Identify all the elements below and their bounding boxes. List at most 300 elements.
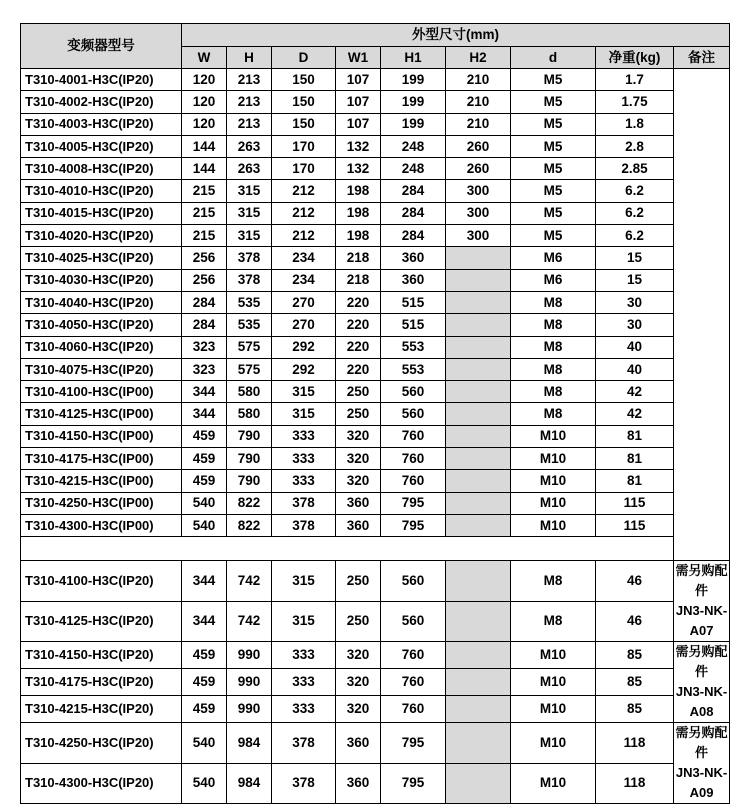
cell-h: 213 — [227, 113, 272, 135]
cell-h1: 760 — [381, 425, 446, 447]
cell-model: T310-4002-H3C(IP20) — [21, 91, 182, 113]
cell-w1: 360 — [336, 763, 381, 804]
table-row — [21, 470, 730, 492]
cell-h: 742 — [227, 601, 272, 642]
cell-h1: 560 — [381, 561, 446, 602]
cell-w: 344 — [182, 601, 227, 642]
cell-w1: 250 — [336, 403, 381, 425]
cell-h1: 199 — [381, 91, 446, 113]
cell-h1: 760 — [381, 470, 446, 492]
cell-weight: 6.2 — [596, 202, 674, 224]
cell-h: 315 — [227, 202, 272, 224]
table-row — [21, 514, 730, 536]
cell-h1: 248 — [381, 158, 446, 180]
cell-w: 459 — [182, 470, 227, 492]
cell-h2 — [446, 336, 511, 358]
cell-d-screw: M8 — [511, 336, 596, 358]
cell-h1: 560 — [381, 601, 446, 642]
cell-weight: 42 — [596, 381, 674, 403]
cell-d-depth: 315 — [272, 561, 336, 602]
note-line2: JN3-NK-A09 — [675, 765, 728, 801]
table-row — [21, 381, 730, 403]
cell-weight: 115 — [596, 514, 674, 536]
cell-model: T310-4150-H3C(IP20) — [21, 642, 182, 669]
cell-model: T310-4150-H3C(IP00) — [21, 425, 182, 447]
cell-weight: 30 — [596, 314, 674, 336]
cell-h: 990 — [227, 696, 272, 723]
cell-w1: 198 — [336, 225, 381, 247]
cell-weight: 2.8 — [596, 135, 674, 157]
cell-h: 378 — [227, 247, 272, 269]
table-row — [21, 336, 730, 358]
cell-h: 742 — [227, 561, 272, 602]
cell-w1: 320 — [336, 448, 381, 470]
cell-d-depth: 212 — [272, 202, 336, 224]
cell-d-depth: 315 — [272, 601, 336, 642]
cell-h1: 760 — [381, 448, 446, 470]
cell-d-depth: 378 — [272, 763, 336, 804]
cell-d-screw: M8 — [511, 291, 596, 313]
note-line1: 需另购配件 — [675, 563, 728, 599]
note-line1: 需另购配件 — [675, 725, 728, 761]
cell-h: 575 — [227, 336, 272, 358]
cell-weight: 40 — [596, 336, 674, 358]
cell-w1: 320 — [336, 470, 381, 492]
cell-h1: 795 — [381, 763, 446, 804]
cell-w1: 360 — [336, 723, 381, 764]
cell-w1: 320 — [336, 696, 381, 723]
cell-h1: 560 — [381, 381, 446, 403]
table-row — [21, 202, 730, 224]
cell-model: T310-4075-H3C(IP20) — [21, 358, 182, 380]
cell-w: 284 — [182, 314, 227, 336]
cell-d-screw: M5 — [511, 158, 596, 180]
cell-weight: 1.75 — [596, 91, 674, 113]
cell-w: 459 — [182, 642, 227, 669]
table-row — [21, 113, 730, 135]
cell-h2: 260 — [446, 158, 511, 180]
cell-h: 580 — [227, 403, 272, 425]
table-row — [21, 91, 730, 113]
cell-weight: 118 — [596, 723, 674, 764]
cell-d-depth: 170 — [272, 158, 336, 180]
header-dimensions: 外型尺寸(mm) — [182, 24, 730, 47]
cell-model: T310-4015-H3C(IP20) — [21, 202, 182, 224]
cell-h: 315 — [227, 180, 272, 202]
table-row — [21, 314, 730, 336]
cell-w: 215 — [182, 225, 227, 247]
cell-h: 990 — [227, 642, 272, 669]
cell-h: 580 — [227, 381, 272, 403]
cell-model: T310-4175-H3C(IP20) — [21, 669, 182, 696]
cell-w1: 198 — [336, 202, 381, 224]
cell-d-screw: M10 — [511, 669, 596, 696]
cell-h2 — [446, 448, 511, 470]
cell-h: 263 — [227, 158, 272, 180]
header-col-w1: W1 — [336, 47, 381, 69]
cell-h: 535 — [227, 314, 272, 336]
cell-d-depth: 333 — [272, 425, 336, 447]
table-row — [21, 696, 730, 723]
cell-h1: 760 — [381, 669, 446, 696]
cell-d-screw: M5 — [511, 225, 596, 247]
cell-weight: 85 — [596, 669, 674, 696]
cell-w1: 320 — [336, 642, 381, 669]
cell-w1: 107 — [336, 91, 381, 113]
header-col-h1: H1 — [381, 47, 446, 69]
separator-cell — [21, 537, 674, 561]
cell-d-screw: M5 — [511, 113, 596, 135]
cell-h1: 795 — [381, 492, 446, 514]
cell-d-depth: 292 — [272, 358, 336, 380]
table-row — [21, 642, 730, 669]
cell-w1: 320 — [336, 425, 381, 447]
cell-d-depth: 150 — [272, 69, 336, 91]
cell-d-screw: M10 — [511, 723, 596, 764]
cell-w1: 220 — [336, 291, 381, 313]
cell-h2 — [446, 247, 511, 269]
cell-weight: 115 — [596, 492, 674, 514]
table-row — [21, 358, 730, 380]
cell-w1: 218 — [336, 247, 381, 269]
cell-h2 — [446, 425, 511, 447]
cell-w1: 360 — [336, 514, 381, 536]
cell-w1: 218 — [336, 269, 381, 291]
note-line2: JN3-NK-A08 — [675, 684, 728, 720]
cell-d-depth: 378 — [272, 723, 336, 764]
header-col-h: H — [227, 47, 272, 69]
cell-h1: 284 — [381, 225, 446, 247]
cell-h: 213 — [227, 69, 272, 91]
cell-h: 315 — [227, 225, 272, 247]
cell-w1: 132 — [336, 158, 381, 180]
cell-h: 575 — [227, 358, 272, 380]
cell-d-screw: M5 — [511, 91, 596, 113]
cell-model: T310-4060-H3C(IP20) — [21, 336, 182, 358]
cell-notes-empty — [674, 69, 730, 561]
cell-w1: 320 — [336, 669, 381, 696]
cell-model: T310-4125-H3C(IP00) — [21, 403, 182, 425]
cell-d-screw: M10 — [511, 696, 596, 723]
cell-w: 540 — [182, 514, 227, 536]
cell-model: T310-4300-H3C(IP20) — [21, 763, 182, 804]
cell-h1: 553 — [381, 336, 446, 358]
cell-d-depth: 212 — [272, 225, 336, 247]
cell-d-depth: 212 — [272, 180, 336, 202]
cell-h1: 360 — [381, 269, 446, 291]
cell-d-screw: M6 — [511, 247, 596, 269]
cell-d-screw: M5 — [511, 135, 596, 157]
table-row — [21, 135, 730, 157]
cell-weight: 40 — [596, 358, 674, 380]
cell-h1: 515 — [381, 291, 446, 313]
cell-h1: 199 — [381, 69, 446, 91]
cell-model: T310-4050-H3C(IP20) — [21, 314, 182, 336]
cell-weight: 6.2 — [596, 225, 674, 247]
cell-w: 323 — [182, 336, 227, 358]
cell-h1: 199 — [381, 113, 446, 135]
cell-h: 790 — [227, 448, 272, 470]
table-row — [21, 158, 730, 180]
cell-d-screw: M10 — [511, 642, 596, 669]
cell-h1: 795 — [381, 723, 446, 764]
cell-h2 — [446, 314, 511, 336]
cell-d-screw: M10 — [511, 763, 596, 804]
cell-h1: 248 — [381, 135, 446, 157]
note-line1: 需另购配件 — [675, 644, 728, 680]
cell-h: 790 — [227, 425, 272, 447]
cell-h2 — [446, 642, 511, 669]
cell-d-depth: 315 — [272, 403, 336, 425]
table-row — [21, 492, 730, 514]
cell-d-depth: 333 — [272, 669, 336, 696]
cell-d-screw: M6 — [511, 269, 596, 291]
cell-d-screw: M8 — [511, 601, 596, 642]
table-row — [21, 448, 730, 470]
cell-h: 790 — [227, 470, 272, 492]
cell-weight: 2.85 — [596, 158, 674, 180]
cell-w: 540 — [182, 723, 227, 764]
cell-d-screw: M8 — [511, 403, 596, 425]
cell-h2 — [446, 381, 511, 403]
cell-weight: 1.8 — [596, 113, 674, 135]
cell-w: 459 — [182, 669, 227, 696]
cell-d-screw: M10 — [511, 514, 596, 536]
cell-weight: 81 — [596, 425, 674, 447]
header-model: 变频器型号 — [21, 24, 182, 69]
cell-w: 323 — [182, 358, 227, 380]
cell-w: 284 — [182, 291, 227, 313]
cell-weight: 1.7 — [596, 69, 674, 91]
cell-w1: 360 — [336, 492, 381, 514]
cell-model: T310-4300-H3C(IP00) — [21, 514, 182, 536]
cell-h1: 760 — [381, 696, 446, 723]
cell-w: 256 — [182, 247, 227, 269]
cell-d-screw: M10 — [511, 470, 596, 492]
cell-w1: 107 — [336, 69, 381, 91]
cell-h2 — [446, 723, 511, 764]
table-row — [21, 225, 730, 247]
cell-note — [674, 561, 730, 642]
table-row — [21, 425, 730, 447]
header-col-h2: H2 — [446, 47, 511, 69]
cell-w: 459 — [182, 448, 227, 470]
table-row — [21, 669, 730, 696]
cell-w: 120 — [182, 91, 227, 113]
cell-w1: 220 — [336, 358, 381, 380]
cell-note — [674, 723, 730, 804]
cell-model: T310-4005-H3C(IP20) — [21, 135, 182, 157]
cell-h: 263 — [227, 135, 272, 157]
cell-d-depth: 270 — [272, 314, 336, 336]
cell-h2 — [446, 470, 511, 492]
cell-model: T310-4250-H3C(IP20) — [21, 723, 182, 764]
cell-model: T310-4125-H3C(IP20) — [21, 601, 182, 642]
cell-h2 — [446, 696, 511, 723]
cell-model: T310-4025-H3C(IP20) — [21, 247, 182, 269]
cell-d-depth: 378 — [272, 492, 336, 514]
cell-h2: 210 — [446, 91, 511, 113]
cell-weight: 30 — [596, 291, 674, 313]
cell-w1: 250 — [336, 381, 381, 403]
cell-model: T310-4215-H3C(IP00) — [21, 470, 182, 492]
cell-d-depth: 234 — [272, 247, 336, 269]
table-row — [21, 561, 730, 602]
cell-d-depth: 170 — [272, 135, 336, 157]
cell-d-screw: M5 — [511, 202, 596, 224]
cell-weight: 81 — [596, 448, 674, 470]
cell-h2 — [446, 291, 511, 313]
cell-w: 344 — [182, 403, 227, 425]
header-col-notes: 备注 — [674, 47, 730, 69]
cell-weight: 81 — [596, 470, 674, 492]
cell-w: 215 — [182, 180, 227, 202]
cell-w: 120 — [182, 69, 227, 91]
cell-d-screw: M10 — [511, 492, 596, 514]
cell-model: T310-4100-H3C(IP00) — [21, 381, 182, 403]
cell-weight: 85 — [596, 642, 674, 669]
cell-w1: 198 — [336, 180, 381, 202]
cell-h2 — [446, 358, 511, 380]
cell-weight: 85 — [596, 696, 674, 723]
note-line2: JN3-NK-A07 — [675, 603, 728, 639]
cell-d-screw: M10 — [511, 448, 596, 470]
cell-h2 — [446, 492, 511, 514]
separator-row — [21, 537, 730, 561]
cell-w1: 220 — [336, 336, 381, 358]
cell-d-depth: 333 — [272, 470, 336, 492]
cell-h1: 284 — [381, 202, 446, 224]
cell-w: 459 — [182, 425, 227, 447]
cell-w: 144 — [182, 135, 227, 157]
cell-d-depth: 150 — [272, 91, 336, 113]
table-row — [21, 601, 730, 642]
table-row — [21, 291, 730, 313]
dimension-table — [20, 23, 730, 804]
cell-weight: 42 — [596, 403, 674, 425]
cell-model: T310-4030-H3C(IP20) — [21, 269, 182, 291]
cell-w1: 132 — [336, 135, 381, 157]
cell-h2 — [446, 601, 511, 642]
cell-h: 984 — [227, 723, 272, 764]
header-col-weight: 净重(kg) — [596, 47, 674, 69]
cell-d-depth: 378 — [272, 514, 336, 536]
header-col-d-depth: D — [272, 47, 336, 69]
cell-w: 120 — [182, 113, 227, 135]
cell-model: T310-4008-H3C(IP20) — [21, 158, 182, 180]
cell-d-screw: M5 — [511, 180, 596, 202]
table-row — [21, 247, 730, 269]
cell-h1: 795 — [381, 514, 446, 536]
cell-d-screw: M8 — [511, 358, 596, 380]
cell-model: T310-4001-H3C(IP20) — [21, 69, 182, 91]
cell-d-depth: 150 — [272, 113, 336, 135]
cell-note — [674, 642, 730, 723]
table-row — [21, 69, 730, 91]
table-row — [21, 269, 730, 291]
cell-weight: 15 — [596, 247, 674, 269]
header-col-d-screw: d — [511, 47, 596, 69]
cell-d-depth: 270 — [272, 291, 336, 313]
table-row — [21, 763, 730, 804]
cell-w: 540 — [182, 492, 227, 514]
cell-d-depth: 333 — [272, 696, 336, 723]
header-col-w: W — [182, 47, 227, 69]
cell-weight: 118 — [596, 763, 674, 804]
cell-h2: 300 — [446, 180, 511, 202]
cell-h2 — [446, 403, 511, 425]
cell-model: T310-4020-H3C(IP20) — [21, 225, 182, 247]
cell-w: 344 — [182, 561, 227, 602]
cell-d-screw: M8 — [511, 314, 596, 336]
cell-d-depth: 333 — [272, 642, 336, 669]
cell-h2: 260 — [446, 135, 511, 157]
cell-d-screw: M8 — [511, 381, 596, 403]
cell-model: T310-4003-H3C(IP20) — [21, 113, 182, 135]
cell-h2 — [446, 669, 511, 696]
cell-w1: 107 — [336, 113, 381, 135]
cell-h2: 210 — [446, 113, 511, 135]
cell-d-depth: 315 — [272, 381, 336, 403]
cell-h: 822 — [227, 514, 272, 536]
cell-d-depth: 333 — [272, 448, 336, 470]
cell-h1: 284 — [381, 180, 446, 202]
cell-weight: 6.2 — [596, 180, 674, 202]
cell-model: T310-4010-H3C(IP20) — [21, 180, 182, 202]
cell-h2: 210 — [446, 69, 511, 91]
cell-d-screw: M8 — [511, 561, 596, 602]
cell-h: 822 — [227, 492, 272, 514]
cell-h1: 760 — [381, 642, 446, 669]
cell-model: T310-4100-H3C(IP20) — [21, 561, 182, 602]
cell-w1: 250 — [336, 561, 381, 602]
cell-w: 459 — [182, 696, 227, 723]
cell-h1: 553 — [381, 358, 446, 380]
cell-model: T310-4250-H3C(IP00) — [21, 492, 182, 514]
table-row — [21, 180, 730, 202]
cell-d-depth: 234 — [272, 269, 336, 291]
cell-h: 213 — [227, 91, 272, 113]
cell-d-depth: 292 — [272, 336, 336, 358]
cell-h: 535 — [227, 291, 272, 313]
cell-model: T310-4215-H3C(IP20) — [21, 696, 182, 723]
cell-h: 990 — [227, 669, 272, 696]
cell-h: 984 — [227, 763, 272, 804]
cell-w: 540 — [182, 763, 227, 804]
cell-h: 378 — [227, 269, 272, 291]
cell-h2: 300 — [446, 225, 511, 247]
cell-w: 256 — [182, 269, 227, 291]
cell-weight: 46 — [596, 561, 674, 602]
cell-w1: 250 — [336, 601, 381, 642]
cell-model: T310-4040-H3C(IP20) — [21, 291, 182, 313]
cell-h2 — [446, 514, 511, 536]
cell-model: T310-4175-H3C(IP00) — [21, 448, 182, 470]
cell-weight: 46 — [596, 601, 674, 642]
cell-h2 — [446, 269, 511, 291]
cell-d-screw: M5 — [511, 69, 596, 91]
cell-h2 — [446, 763, 511, 804]
cell-h1: 515 — [381, 314, 446, 336]
cell-h1: 360 — [381, 247, 446, 269]
dimension-table-sheet — [20, 23, 729, 804]
cell-d-screw: M10 — [511, 425, 596, 447]
table-row — [21, 403, 730, 425]
cell-h2: 300 — [446, 202, 511, 224]
cell-w: 215 — [182, 202, 227, 224]
table-body — [21, 69, 730, 804]
cell-w: 344 — [182, 381, 227, 403]
